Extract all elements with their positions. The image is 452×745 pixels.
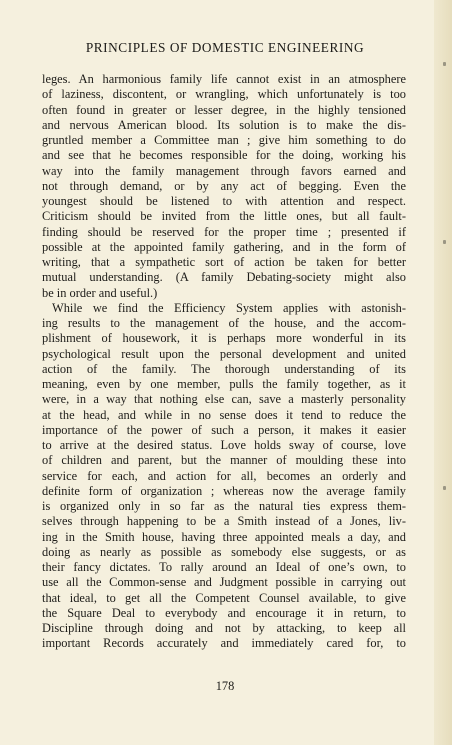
text-line: that ideal, to get all the Competent Counsel available, to give	[42, 590, 406, 605]
text-line: psychological result upon the personal development and united	[42, 346, 406, 361]
text-line: leges. An harmonious family life cannot exist in an atmosphere	[42, 72, 406, 86]
text-line: meaning, even by one member, pulls the family together, as it	[42, 377, 406, 391]
text-line: selves through happening to be a Smith instead of a Jones, liv-	[42, 514, 406, 529]
text-line: importance of the power of such a person, it makes it easier	[42, 422, 406, 437]
text-line: action of the family. The thorough understanding of its	[42, 361, 406, 376]
page-gutter	[434, 0, 452, 745]
text-line: were, in a way that nothing else can, save a masterly personality	[42, 392, 406, 407]
text-line: youngest should be listened to with attention and respect.	[42, 194, 406, 208]
text-line: and see that he becomes responsible for the doing, working his	[42, 148, 406, 163]
margin-mark	[443, 240, 446, 244]
text-line: often found in greater or lesser degree, in the highly tensioned	[42, 102, 406, 117]
text-line: the Square Deal to everybody and encourage it in return, to	[42, 605, 406, 620]
text-line: possible at the appointed family gathering, and in the form of	[42, 239, 406, 254]
text-line: ing results to the management of the house, and the accom-	[42, 316, 406, 330]
margin-mark	[443, 486, 446, 490]
text-line: not through demand, or by any act of begging. Even the	[42, 178, 406, 193]
text-line: be in order and useful.)	[42, 285, 158, 300]
margin-mark	[443, 62, 446, 66]
text-line: Discipline through doing and not by attacking, to keep all	[42, 621, 406, 635]
text-line: important Records accurately and immediately cared for, to	[42, 636, 406, 651]
text-line: gruntled member a Committee man ; give him something to do	[42, 133, 406, 147]
text-line: is organized only in so far as the natural ties express them-	[42, 499, 406, 513]
text-line: plishment of housework, it is perhaps more wonderful in its	[42, 331, 406, 346]
text-line: use all the Common-sense and Judgment possible in carrying out	[42, 575, 406, 590]
text-line: While we find the Efficiency System applies with astonish-	[52, 300, 406, 315]
text-line: writing, that a sympathetic sort of action be taken for better	[42, 255, 406, 269]
text-line: finding should be reserved for the proper time ; presented if	[42, 224, 406, 239]
text-line: at the head, and while in no sense does it tend to reduce the	[42, 407, 406, 422]
text-line: Criticism should be invited from the little ones, but all fault-	[42, 209, 406, 224]
text-line: doing as nearly as possible as somebody else suggests, or as	[42, 544, 406, 559]
text-line: mutual understanding. (A family Debating-society might also	[42, 270, 406, 285]
page-number: 178	[215, 679, 235, 693]
text-line: service for each, and action for all, becomes an orderly and	[42, 468, 406, 483]
text-line: their fancy dictates. To rally around an Ideal of one’s own, to	[42, 560, 406, 574]
running-header: PRINCIPLES OF DOMESTIC ENGINEERING	[85, 40, 365, 55]
text-line: of laziness, discontent, or wrangling, which unfortunately is too	[42, 87, 406, 102]
text-line: to arrive at the desired status. Love holds sway of course, love	[42, 438, 406, 452]
text-line: definite form of organization ; whereas now the average family	[42, 483, 406, 498]
text-line: and nervous American blood. Its solution is to make the dis-	[42, 117, 406, 132]
text-line: of children and parent, but the manner of moulding these into	[42, 453, 406, 468]
text-line: ing in the Smith house, having three appointed meals a day, and	[42, 529, 406, 544]
text-line: way into the family management through favors earned and	[42, 163, 406, 178]
body-text	[42, 72, 406, 652]
